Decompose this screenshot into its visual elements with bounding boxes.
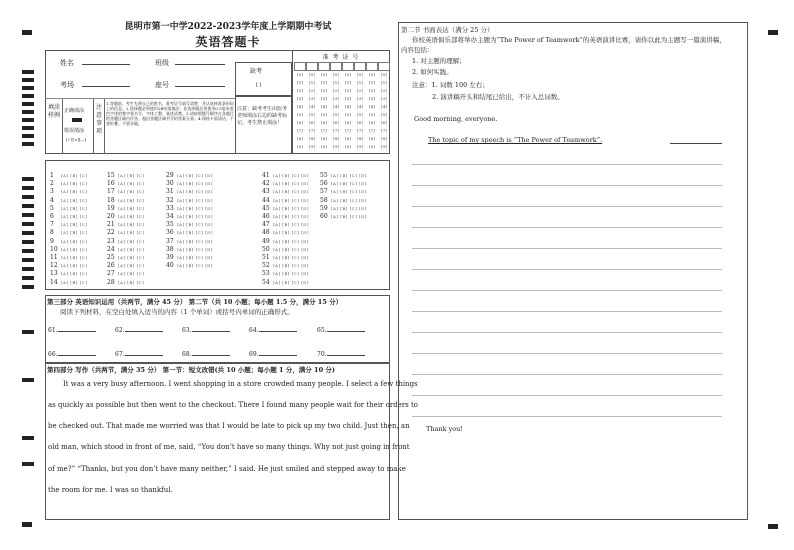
admission-digit-bubble[interactable]: [4] [333,104,339,109]
answer-bubbles[interactable]: [A] [B] [C] [118,246,145,252]
blank-line[interactable] [58,351,96,356]
fill-blank[interactable] [317,351,365,358]
admission-digit-bubble[interactable]: [8] [357,136,363,141]
answer-bubbles[interactable]: [A] [B] [C] [D] [177,246,213,252]
admission-digit-bubble[interactable]: [3] [381,96,387,101]
answer-bubbles[interactable]: [A] [B] [C] [D] [177,238,213,244]
seat-field[interactable] [175,86,225,87]
blank-line[interactable] [259,351,297,356]
answer-bubbles[interactable]: [A] [B] [C] [118,222,145,228]
question-number: 33 [166,204,174,212]
answer-bubbles[interactable]: [A] [B] [C] [61,271,88,277]
question-number: 20 [107,213,115,220]
question-number: 9 [50,237,54,245]
part4-heading: 第四部分 写作（共两节，满分 35 分） 第一节：短文改错(共 10 小题；每小题 1 分，满分 10 分) [47,366,335,374]
admission-digit-bubble[interactable]: [8] [369,136,375,141]
question-number: 59 [320,204,328,212]
question-number: 5 [50,204,54,212]
blank-line[interactable] [192,327,230,332]
answer-bubbles[interactable]: [A] [B] [C] [D] [177,205,213,211]
question-number: 12 [50,262,58,270]
writing-line[interactable] [412,395,722,396]
answer-bubbles[interactable]: [A] [B] [C] [61,214,88,219]
admission-digit-bubble[interactable]: [3] [309,96,315,101]
writing-line[interactable] [412,227,722,228]
admission-digit-bubble[interactable]: [5] [321,112,327,117]
blank-line[interactable] [192,351,230,356]
admission-digit-bubble[interactable]: [0] [381,72,387,77]
answer-bubbles[interactable]: [A] [B] [C] [118,214,145,219]
absent-box [235,62,292,96]
admission-digit-bubble[interactable]: [1] [321,80,327,85]
question-number: 17 [107,188,115,196]
writing-line[interactable] [412,185,722,186]
writing-prompt: 内容包括： [401,46,434,54]
question-number: 32 [166,196,174,204]
question-number: 24 [107,245,115,253]
question-number: 31 [166,188,174,196]
question-number: 60 [320,213,328,220]
admission-digit-bubble[interactable]: [2] [345,88,351,93]
passage-line: of me?” “Thanks, but you don’t have many neither,” I said. He just smiled and stepped away to make [48,465,406,473]
passage-line: the room for me. I was so thankful. [48,486,173,494]
fill-blank[interactable] [317,327,365,334]
blank-number: 64. [249,327,259,334]
admission-digit-bubble[interactable]: [1] [357,80,363,85]
admission-digit-bubble[interactable]: [6] [357,120,363,125]
admission-digit-bubble[interactable]: [7] [345,128,351,133]
question-number: 21 [107,221,115,229]
question-number: 50 [262,245,270,253]
admission-digit-bubble[interactable]: [6] [297,120,303,125]
answer-bubbles[interactable]: [A] [B] [C] [D] [331,197,367,203]
question-number: 7 [50,221,54,229]
admission-digit-bubble[interactable]: [9] [369,144,375,149]
admission-digit-bubble[interactable]: [4] [357,104,363,109]
admission-digit-bubble[interactable]: [8] [381,136,387,141]
answer-bubbles[interactable]: [A] [B] [C] [D] [273,214,309,219]
fill-sample-label: 填涂样例 [48,104,61,119]
passage-line: old man, which stood in front of me, said, “You don’t have so many things. Why not just going in front [48,443,410,451]
answer-bubbles[interactable]: [A] [B] [C] [D] [273,263,309,269]
question-number: 42 [262,180,270,188]
answer-bubbles[interactable]: [A] [B] [C] [118,279,145,285]
admission-digit-bubble[interactable]: [9] [345,144,351,149]
writing-line[interactable] [412,416,722,417]
question-number: 47 [262,221,270,229]
absent-label: 缺考 [250,68,263,75]
answer-bubbles[interactable]: [A] [B] [C] [118,255,145,260]
question-number: 30 [166,180,174,188]
writing-line[interactable] [412,332,722,333]
question-number: 11 [50,254,58,261]
question-number: 22 [107,229,115,237]
question-number: 48 [262,229,270,237]
admission-digit-bubble[interactable]: [7] [297,128,303,133]
correct-fill-sample [72,118,82,122]
wrong-fill-sample: [✓][×][—] [66,137,87,142]
admission-digit-bubble[interactable]: [8] [345,136,351,141]
passage-line: It was a very busy afternoon. I went shopping in a store crowded many people. I select a few things [63,380,418,388]
answer-bubbles[interactable]: [A] [B] [C] [D] [331,181,367,187]
question-number: 3 [50,188,54,196]
notes-text: 1.答题前，考生先将自己的姓名、准考证号填写清楚，并认真核准条形码上的信息。2.选择题必须使用2B铅笔填涂；非选择题必须使用0.5毫米黑色字迹的签字笔书写，字体工整、笔迹清楚。3.请按照题号顺序在各题目的答题区域内作答，超出答题区域书写的答案无效。4.保持卡面清洁，不要折叠、不要弄破。 [106,101,234,126]
absent-note: 注意：缺考考生由监考老师填涂右边的缺考标记。考生禁止填涂！ [237,106,288,126]
admission-digit-bubble[interactable]: [0] [309,72,315,77]
question-number: 56 [320,180,328,188]
answer-bubbles[interactable]: [A] [B] [C] [D] [273,246,309,252]
passage-line: as quickly as possible but then went to the checkout. There I found many people wait for their orders to [48,401,419,409]
question-number: 27 [107,270,115,278]
admission-digit-bubble[interactable]: [8] [297,136,303,141]
question-number: 40 [166,262,174,270]
admission-digit-bubble[interactable]: [6] [345,120,351,125]
answer-bubbles[interactable]: [A] [B] [C] [118,189,145,195]
admission-digit-bubble[interactable]: [0] [369,72,375,77]
writing-line[interactable] [412,248,722,249]
admission-entry-box[interactable] [306,62,318,71]
question-number: 55 [320,172,328,179]
part3-instruction: 阅读下列材料，在空白处填入适当的内容（1 个单词）或括号内单词的正确形式。 [60,308,294,316]
question-number: 39 [166,254,174,261]
blank-number: 63. [182,327,192,334]
blank-number: 66. [48,351,58,358]
admission-digit-bubble[interactable]: [4] [369,104,375,109]
admission-digit-bubble[interactable]: [0] [297,72,303,77]
answer-bubbles[interactable]: [A] [B] [C] [D] [331,189,367,195]
admission-digit-bubble[interactable]: [9] [297,144,303,149]
admission-entry-box[interactable] [342,62,354,71]
admission-digit-bubble[interactable]: [2] [357,88,363,93]
answer-bubbles[interactable]: [A] [B] [C] [61,279,88,285]
admission-digit-bubble[interactable]: [9] [357,144,363,149]
question-number: 13 [50,270,58,278]
answer-bubbles[interactable]: [A] [B] [C] [61,173,88,178]
admission-digit-bubble[interactable]: [8] [333,136,339,141]
question-number: 1 [50,172,54,179]
blank-number: 69. [249,351,259,358]
admission-entry-box[interactable] [294,62,306,71]
question-number: 34 [166,213,174,220]
answer-bubbles[interactable]: [A] [B] [C] [D] [177,255,213,260]
admission-digit-bubble[interactable]: [0] [333,72,339,77]
answer-bubbles[interactable]: [A] [B] [C] [118,271,145,277]
admission-digit-bubble[interactable]: [2] [381,88,387,93]
question-number: 36 [166,229,174,237]
question-number: 54 [262,278,270,286]
admission-digit-bubble[interactable]: [5] [381,112,387,117]
class-field[interactable] [175,64,225,65]
admission-digit-bubble[interactable]: [2] [321,88,327,93]
speech-topic-line: The topic of my speech is “The Power of Teamwork”. [428,136,603,144]
wrong-fill-label: 错误填涂 [64,128,85,134]
admission-digit-bubble[interactable]: [5] [333,112,339,117]
admission-digit-bubble[interactable]: [7] [333,128,339,133]
writing-line[interactable] [412,353,722,354]
question-number: 14 [50,278,58,286]
fill-blank[interactable] [48,351,96,358]
answer-bubbles[interactable]: [A] [B] [C] [118,230,145,236]
admission-digit-bubble[interactable]: [6] [369,120,375,125]
question-number: 2 [50,180,54,188]
admission-digit-bubble[interactable]: [9] [333,144,339,149]
question-number: 37 [166,237,174,245]
writing-line[interactable] [412,269,722,270]
question-number: 23 [107,237,115,245]
answer-bubbles[interactable]: [A] [B] [C] [61,181,88,187]
answer-bubbles[interactable]: [A] [B] [C] [D] [273,238,309,244]
admission-digit-bubble[interactable]: [4] [321,104,327,109]
admission-digit-bubble[interactable]: [8] [321,136,327,141]
admission-entry-box[interactable] [366,62,378,71]
question-number: 25 [107,254,115,261]
admission-digit-bubble[interactable]: [5] [345,112,351,117]
answer-bubbles[interactable]: [A] [B] [C] [118,205,145,211]
speech-closing: Thank you! [426,425,463,433]
admission-digit-bubble[interactable]: [0] [357,72,363,77]
question-number: 53 [262,270,270,278]
question-number: 18 [107,196,115,204]
question-number: 45 [262,204,270,212]
admission-digit-bubble[interactable]: [5] [297,112,303,117]
blank-number: 68. [182,351,192,358]
answer-bubbles[interactable]: [A] [B] [C] [118,181,145,187]
answer-bubbles[interactable]: [A] [B] [C] [61,205,88,211]
answer-card-title: 英语答题卡 [195,35,261,49]
question-number: 46 [262,213,270,220]
answer-bubbles[interactable]: [A] [B] [C] [D] [273,255,309,260]
question-number: 49 [262,237,270,245]
question-number: 58 [320,196,328,204]
answer-bubbles[interactable]: [A] [B] [C] [D] [177,214,213,219]
admission-digit-bubble[interactable]: [6] [381,120,387,125]
admission-digit-bubble[interactable]: [2] [369,88,375,93]
answer-bubbles[interactable]: [A] [B] [C] [D] [273,205,309,211]
blank-line[interactable] [58,327,96,332]
absent-checkbox[interactable]: [ ] [256,82,262,88]
divider [45,98,235,99]
admission-digit-bubble[interactable]: [7] [381,128,387,133]
answer-bubbles[interactable]: [A] [B] [C] [61,189,88,195]
question-number: 29 [166,172,174,179]
admission-digit-bubble[interactable]: [1] [297,80,303,85]
admission-digit-bubble[interactable]: [1] [345,80,351,85]
answer-bubbles[interactable]: [A] [B] [C] [D] [273,222,309,228]
admission-digit-bubble[interactable]: [1] [309,80,315,85]
answer-bubbles[interactable]: [A] [B] [C] [61,238,88,244]
admission-digit-bubble[interactable]: [5] [309,112,315,117]
blank-line[interactable] [125,351,163,356]
question-number: 44 [262,196,270,204]
answer-bubbles[interactable]: [A] [B] [C] [D] [273,197,309,203]
question-number: 57 [320,188,328,196]
answer-bubbles[interactable]: [A] [B] [C] [61,230,88,236]
question-number: 6 [50,213,54,220]
admission-digit-bubble[interactable]: [3] [297,96,303,101]
answer-bubbles[interactable]: [A] [B] [C] [118,173,145,178]
admission-entry-box[interactable] [378,62,390,71]
answer-bubbles[interactable]: [A] [B] [C] [61,246,88,252]
question-number: 28 [107,278,115,286]
admission-digit-bubble[interactable]: [0] [321,72,327,77]
answer-bubbles[interactable]: [A] [B] [C] [118,263,145,269]
admission-digit-bubble[interactable]: [1] [333,80,339,85]
question-number: 19 [107,204,115,212]
answer-bubbles[interactable]: [A] [B] [C] [D] [273,230,309,236]
admission-digit-bubble[interactable]: [1] [369,80,375,85]
admission-digit-bubble[interactable]: [4] [381,104,387,109]
admission-digit-bubble[interactable]: [3] [345,96,351,101]
blank-number: 70. [317,351,327,358]
admission-digit-bubble[interactable]: [6] [321,120,327,125]
admission-digit-bubble[interactable]: [3] [321,96,327,101]
question-number: 16 [107,180,115,188]
question-number: 52 [262,262,270,270]
admission-digit-bubble[interactable]: [6] [333,120,339,125]
answer-bubbles[interactable]: [A] [B] [C] [61,255,88,260]
writing-line[interactable] [412,290,722,291]
divider [104,98,105,154]
blank-line[interactable] [259,327,297,332]
part3-heading: 第三部分 英语知识运用（共两节，满分 45 分） 第二节（共 10 小题；每小题 1.5 分，满分 15 分） [47,298,343,306]
answer-bubbles[interactable]: [A] [B] [C] [D] [177,263,213,269]
fill-blank[interactable] [182,327,230,334]
writing-prompt: 你校英语俱乐部将举办主题为“The Power of Teamwork”的英语演讲比赛，请你以此为主题写一篇演讲稿， [412,36,726,44]
writing-line[interactable] [412,164,722,165]
answer-bubbles[interactable]: [A] [B] [C] [D] [273,279,309,285]
blank-number: 62. [115,327,125,334]
admission-digit-bubble[interactable]: [0] [345,72,351,77]
admission-digit-bubble[interactable]: [3] [369,96,375,101]
admission-digit-bubble[interactable]: [7] [321,128,327,133]
admission-digit-bubble[interactable]: [3] [357,96,363,101]
fill-blank[interactable] [115,327,163,334]
admission-digit-bubble[interactable]: [2] [297,88,303,93]
answer-bubbles[interactable]: [A] [B] [C] [D] [273,173,309,178]
answer-bubbles[interactable]: [A] [B] [C] [D] [177,222,213,228]
answer-bubbles[interactable]: [A] [B] [C] [D] [177,189,213,195]
answer-bubbles[interactable]: [A] [B] [C] [D] [273,271,309,277]
writing-heading: 第二节 书面表达（满分 25 分） [401,26,494,34]
answer-bubbles[interactable]: [A] [B] [C] [D] [177,197,213,203]
fill-blank[interactable] [249,327,297,334]
admission-digit-bubble[interactable]: [7] [309,128,315,133]
question-number: 10 [50,245,58,253]
divider [62,98,63,154]
question-number: 35 [166,221,174,229]
admission-label: 准 考 证 号 [322,54,360,61]
topic-underline [670,143,722,144]
admission-digit-bubble[interactable]: [5] [357,112,363,117]
answer-bubbles[interactable]: [A] [B] [C] [D] [331,173,367,178]
seat-label: 座号 [155,81,169,89]
answer-bubbles[interactable]: [A] [B] [C] [D] [273,189,309,195]
writing-prompt: 注意：1. 词数 100 左右； [412,81,489,89]
blank-line[interactable] [327,351,365,356]
question-number: 4 [50,196,54,204]
divider [93,98,94,154]
admission-digit-bubble[interactable]: [9] [321,144,327,149]
admission-digit-bubble[interactable]: [2] [309,88,315,93]
admission-digit-bubble[interactable]: [3] [333,96,339,101]
notes-label: 注意事项 [95,104,102,135]
answer-bubbles[interactable]: [A] [B] [C] [D] [177,230,213,236]
answer-bubbles[interactable]: [A] [B] [C] [61,263,88,269]
blank-line[interactable] [125,327,163,332]
question-number: 41 [262,172,270,179]
answer-bubbles[interactable]: [A] [B] [C] [D] [331,205,367,211]
class-label: 班级 [155,59,169,67]
answer-bubbles[interactable]: [A] [B] [C] [D] [177,181,213,187]
name-field[interactable] [82,64,130,65]
room-label: 考场 [60,81,74,89]
admission-digit-bubble[interactable]: [8] [309,136,315,141]
speech-greeting: Good morning, everyone. [414,115,498,123]
admission-digit-bubble[interactable]: [4] [345,104,351,109]
admission-digit-bubble[interactable]: [9] [381,144,387,149]
writing-line[interactable] [412,374,722,375]
name-label: 姓名 [60,59,74,67]
writing-prompt: 2. 如何实践。 [412,68,453,76]
writing-prompt: 1. 对主题的理解； [412,57,466,65]
admission-digit-bubble[interactable]: [6] [309,120,315,125]
admission-digit-bubble[interactable]: [7] [369,128,375,133]
answer-bubbles[interactable]: [A] [B] [C] [D] [331,214,367,219]
question-number: 43 [262,188,270,196]
blank-number: 67. [115,351,125,358]
blank-number: 65. [317,327,327,334]
admission-digit-bubble[interactable]: [2] [333,88,339,93]
answer-bubbles[interactable]: [A] [B] [C] [118,238,145,244]
fill-blank[interactable] [48,327,96,334]
answer-bubbles[interactable]: [A] [B] [C] [D] [177,173,213,178]
admission-entry-box[interactable] [318,62,330,71]
blank-number: 61. [48,327,58,334]
passage-line: be checked out. That made me worried was that I would be late to pick up my two child. Just then, an [48,422,410,430]
question-number: 51 [262,254,270,261]
writing-prompt: 2. 演讲稿开头和结尾已给出，不计入总词数。 [432,93,564,101]
question-number: 8 [50,229,54,237]
blank-line[interactable] [327,327,365,332]
fill-blank[interactable] [115,351,163,358]
correct-fill-label: 正确填涂 [64,108,85,114]
question-number: 38 [166,245,174,253]
fill-blank[interactable] [249,351,297,358]
admission-digit-bubble[interactable]: [7] [357,128,363,133]
fill-blank[interactable] [182,351,230,358]
answer-bubbles[interactable]: [A] [B] [C] [D] [273,181,309,187]
admission-entry-box[interactable] [354,62,366,71]
question-number: 26 [107,262,115,270]
admission-digit-bubble[interactable]: [1] [381,80,387,85]
admission-entry-box[interactable] [330,62,342,71]
admission-digit-bubble[interactable]: [4] [309,104,315,109]
answer-bubbles[interactable]: [A] [B] [C] [61,222,88,228]
admission-digit-bubble[interactable]: [9] [309,144,315,149]
writing-line[interactable] [412,206,722,207]
question-number: 15 [107,172,115,179]
answer-bubbles[interactable]: [A] [B] [C] [61,197,88,203]
writing-line[interactable] [412,311,722,312]
admission-digit-bubble[interactable]: [4] [297,104,303,109]
admission-digit-bubble[interactable]: [5] [369,112,375,117]
room-field[interactable] [82,86,130,87]
school-exam-title: 昆明市第一中学2022-2023学年度上学期期中考试 [124,22,332,32]
answer-bubbles[interactable]: [A] [B] [C] [118,197,145,203]
